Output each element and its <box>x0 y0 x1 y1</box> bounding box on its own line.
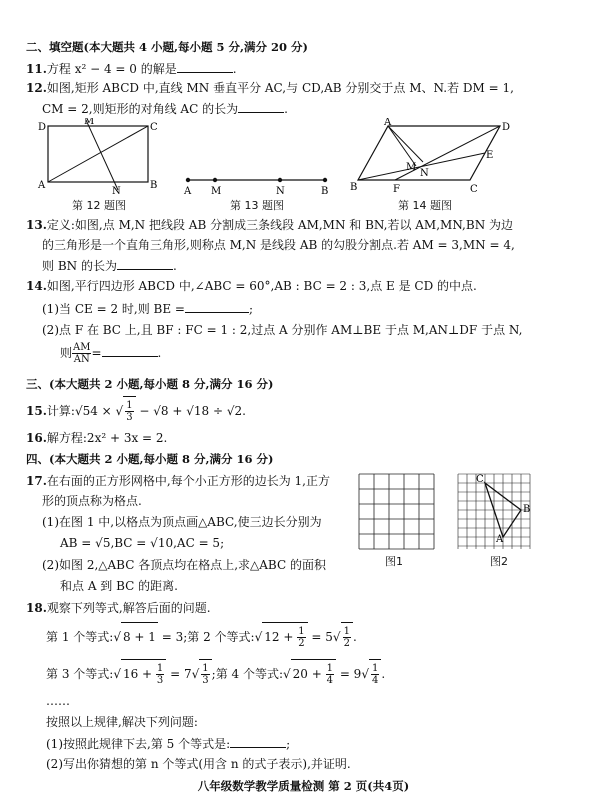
question-17-part2b: 和点 A 到 BC 的距离. <box>60 579 178 593</box>
label-a: A <box>38 180 46 191</box>
question-number: 13. <box>26 218 47 232</box>
question-14-line1 <box>26 278 477 294</box>
label-d: D <box>38 122 47 133</box>
question-number: 18. <box>26 601 47 615</box>
question-text: 如图,矩形 ABCD 中,直线 MN 垂直平分 AC,与 CD,AB 分别交于点 M、N.若 DM = 1, <box>46 81 514 95</box>
answer-blank[interactable] <box>185 300 249 313</box>
question-text: 计算: <box>46 404 75 418</box>
question-15 <box>26 396 246 425</box>
fraction-am-an: $\frac{AM}{AN}$ <box>73 342 91 365</box>
figure-13-segment <box>180 170 330 196</box>
equation-end: . <box>352 630 357 644</box>
question-text: 如图,平行四边形 ABCD 中,∠ABC = 60°,AB : BC = 2 : 3,点 E 是 CD 的中点. <box>46 279 477 293</box>
grid-2-caption: 图2 <box>490 555 508 568</box>
question-number: 11. <box>26 62 47 76</box>
question-number: 12. <box>26 81 47 95</box>
question-18-part2: (2)写出你猜想的第 n 个等式(用含 n 的式子表示),并证明. <box>46 757 351 771</box>
question-13-line2: 的三角形是一个直角三角形,则称点 M,N 是线段 AB 的勾股分割点.若 AM = 3,MN = 4, <box>42 238 515 252</box>
question-17-part1: (1)在图 1 中,以格点为顶点画△ABC,使三边长分别为 <box>42 515 322 529</box>
rule-text: 按照以上规律,解决下列问题: <box>46 715 198 729</box>
question-text: 定义:如图,点 M,N 把线段 AB 分割成三条线段 AM,MN 和 BN,若以 AM,MN,BN 为边 <box>46 218 514 232</box>
question-text-end: . <box>172 259 177 273</box>
figure-13-caption: 第 13 题图 <box>230 199 284 212</box>
label-m: M <box>84 118 95 127</box>
answer-blank[interactable] <box>102 344 158 357</box>
question-text: 则 <box>60 346 73 360</box>
radicand: $\frac{1}{3}$ <box>199 659 211 688</box>
grid-figure-1 <box>357 472 447 552</box>
question-text-end: . <box>232 62 237 76</box>
figure-12-caption: 第 12 题图 <box>72 199 126 212</box>
question-12-line1 <box>26 80 514 96</box>
equation-end: . <box>381 667 386 681</box>
question-text: (1)按照此规律下去,第 5 个等式是: <box>46 737 231 751</box>
question-14-part2: (2)点 F 在 BC 上,且 BF : FC = 1 : 2,过点 A 分别作 AM⊥BE 于点 M,AN⊥DF 于点 N, <box>42 323 523 337</box>
question-number: 15. <box>26 404 47 418</box>
label-f: F <box>393 184 400 195</box>
equation-line-1: 第 1 个等式:√ 8 + 1 = 3;第 2 个等式:√ 12 + $\frac{1}{2}$ = 5√ $\frac{1}{2}$ . <box>46 622 357 651</box>
figure-14-parallelogram <box>350 118 520 196</box>
label-n: N <box>112 186 121 196</box>
question-17-part2: (2)如图 2,△ABC 各顶点均在格点上,求△ABC 的面积 <box>42 558 326 572</box>
section-2-header: 二、填空题(本大题共 4 小题,每小题 5 分,满分 20 分) <box>26 40 308 54</box>
radical-one-third: $\frac{1}{3}$ <box>123 396 135 425</box>
answer-blank[interactable] <box>177 60 233 73</box>
equals-sign: = 7 <box>166 667 192 681</box>
times-sign: × <box>97 404 116 418</box>
label-a: A <box>384 118 392 128</box>
question-14-part1 <box>42 300 253 317</box>
label-m: M <box>406 162 417 173</box>
question-number: 14. <box>26 279 47 293</box>
question-18-part1 <box>46 735 290 752</box>
question-number: 16. <box>26 431 47 445</box>
equation-label: 第 1 个等式: <box>46 630 114 644</box>
equation-label: 第 3 个等式: <box>46 667 114 681</box>
question-text: (1)当 CE = 2 时,则 BE = <box>42 302 185 316</box>
equals-sign: = 9 <box>336 667 362 681</box>
grid-figure-2 <box>456 472 546 552</box>
question-text: 则 BN 的长为 <box>42 259 117 273</box>
label-c: C <box>470 184 478 195</box>
question-17-part1b: AB = √5,BC = √10,AC = 5; <box>60 536 225 550</box>
label-e: E <box>486 150 494 161</box>
equals-sign: = <box>91 346 102 360</box>
label-m: M <box>211 186 222 196</box>
equation-label: = 3;第 2 个等式: <box>157 630 255 644</box>
question-number: 17. <box>26 474 47 488</box>
question-text: 方程 x² − 4 = 0 的解是 <box>46 62 177 76</box>
question-text: 解方程:2x² + 3x = 2. <box>46 431 168 445</box>
question-18 <box>26 600 211 616</box>
figure-12-rectangle <box>36 118 166 196</box>
radicand: 8 + 1 <box>121 622 158 651</box>
question-13-line3 <box>42 257 177 274</box>
question-text-end: . <box>284 102 288 116</box>
radical-54: √54 <box>74 404 98 418</box>
question-text-end: − √8 + √18 ÷ √2. <box>135 404 246 418</box>
label-n: N <box>276 186 285 196</box>
section-4-header: 四、(本大题共 2 小题,每小题 8 分,满分 16 分) <box>26 452 274 466</box>
radicand: $\frac{1}{2}$ <box>341 622 353 651</box>
figure-14-caption: 第 14 题图 <box>398 199 452 212</box>
answer-blank[interactable] <box>230 735 286 748</box>
grid-1-caption: 图1 <box>385 555 403 568</box>
equals-sign: = 5 <box>307 630 333 644</box>
question-16 <box>26 430 167 446</box>
question-11 <box>26 60 237 77</box>
label-c: C <box>150 122 158 133</box>
question-text: 观察下列等式,解答后面的问题. <box>46 601 211 615</box>
radical-sign: √ <box>115 404 124 418</box>
radicand: $\frac{1}{4}$ <box>369 659 381 688</box>
equation-label: ;第 4 个等式: <box>211 667 284 681</box>
ellipsis: …… <box>46 694 70 708</box>
label-d: D <box>502 122 511 133</box>
question-text: CM = 2,则矩形的对角线 AC 的长为 <box>42 102 239 116</box>
label-n: N <box>420 168 429 179</box>
label-b: B <box>150 180 158 191</box>
question-14-part2-answer <box>60 338 161 368</box>
question-17-line2: 形的顶点称为格点. <box>42 494 142 508</box>
label-a: A <box>496 534 504 545</box>
answer-blank[interactable] <box>238 100 284 113</box>
question-13-line1 <box>26 217 513 233</box>
page-footer: 八年级数学教学质量检测 第 2 页(共4页) <box>197 779 410 793</box>
label-c: C <box>476 474 484 485</box>
question-12-line2 <box>42 100 288 117</box>
question-text-end: ; <box>248 302 254 316</box>
question-text: 在右面的正方形网格中,每个小正方形的边长为 1,正方 <box>46 474 330 488</box>
label-b: B <box>321 186 329 196</box>
question-17-line1 <box>26 473 330 489</box>
radicand: 16 + $\frac{1}{3}$ <box>121 659 166 688</box>
radicand: 12 + $\frac{1}{2}$ <box>262 622 307 651</box>
label-b: B <box>350 182 358 193</box>
answer-blank[interactable] <box>117 257 173 270</box>
equation-line-2: 第 3 个等式:√ 16 + $\frac{1}{3}$ = 7√ $\frac{1}{3}$ ;第 4 个等式:√ 20 + $\frac{1}{4}$ = 9√ $\frac{1}{4}$ . <box>46 659 385 688</box>
question-text-end: . <box>157 346 162 360</box>
radicand: 20 + $\frac{1}{4}$ <box>291 659 336 688</box>
label-a: A <box>184 186 192 196</box>
label-b: B <box>523 504 531 515</box>
section-3-header: 三、(本大题共 2 小题,每小题 8 分,满分 16 分) <box>26 377 274 391</box>
question-text-end: ; <box>286 737 291 751</box>
